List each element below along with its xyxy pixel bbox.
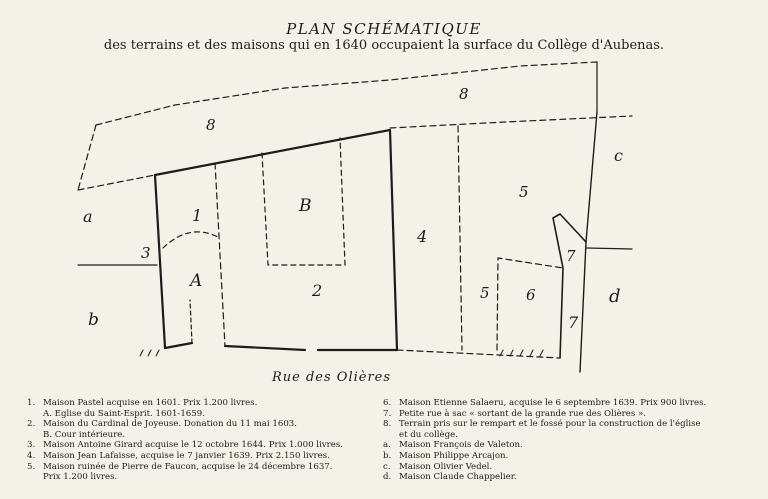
legend-item xyxy=(383,462,758,473)
legend-left xyxy=(27,398,377,483)
legend-key: 2. xyxy=(27,419,36,430)
legend-item xyxy=(383,451,758,462)
legend-subtext: B. Cour intérieure. xyxy=(43,429,126,440)
street-ticks-left xyxy=(140,350,159,356)
legend-key: 6. xyxy=(383,398,392,408)
arch-pillar xyxy=(190,300,192,343)
plan-subtitle: des terrains et des maisons qui en 1640 occupaient la surface du Collège d'Aubenas. xyxy=(103,38,665,53)
legend-key: 7. xyxy=(383,408,392,419)
label-c: c xyxy=(614,146,623,165)
legend-item xyxy=(27,419,377,430)
label-1: 1 xyxy=(192,206,203,225)
street-front-dashed xyxy=(397,350,560,358)
label-8-left: 8 xyxy=(206,116,216,134)
label-A: A xyxy=(190,271,203,291)
legend-text: Maison Philippe Arcajon. xyxy=(399,450,509,461)
plan-title: PLAN SCHÉMATIQUE xyxy=(286,20,482,38)
right-boundary xyxy=(580,112,597,372)
label-7-bottom: 7 xyxy=(568,313,579,332)
legend-key: 8. xyxy=(383,419,392,430)
label-5-bottom: 5 xyxy=(480,284,490,302)
legend-key: b. xyxy=(383,450,392,461)
label-a: a xyxy=(83,207,93,226)
label-4: 4 xyxy=(417,227,428,246)
division-1-2 xyxy=(215,163,225,346)
legend-item xyxy=(383,440,758,451)
plot-6-outline xyxy=(497,258,563,350)
legend-item xyxy=(383,472,758,483)
legend-item xyxy=(27,462,377,473)
street-label: Rue des Olières xyxy=(272,370,392,385)
legend-text: Maison Olivier Vedel. xyxy=(399,461,493,472)
label-3: 3 xyxy=(141,244,151,262)
legend-key: a. xyxy=(383,440,391,451)
legend-subtext: A. Eglise du Saint-Esprit. 1601-1659. xyxy=(43,408,205,419)
label-2: 2 xyxy=(312,281,323,300)
legend-right xyxy=(383,398,758,483)
legend-key: 3. xyxy=(27,440,36,451)
label-d: d xyxy=(609,286,621,307)
legend-item xyxy=(383,409,758,420)
label-7-top: 7 xyxy=(566,247,576,265)
legend-text: Maison Jean Lafaisse, acquise le 7 janvier 1639. Prix 2.150 livres. xyxy=(43,450,330,461)
legend-item xyxy=(27,440,377,451)
legend-text: Maison Claude Chappelier. xyxy=(399,472,517,483)
legend-key: 4. xyxy=(27,450,36,461)
boundary-c-d xyxy=(587,248,632,249)
rampart-left-edge xyxy=(78,125,96,190)
legend-item xyxy=(27,451,377,462)
legend-key: d. xyxy=(383,472,392,483)
legend-text: Maison du Cardinal de Joyeuse. Donation du 11 mai 1603. xyxy=(43,419,298,430)
legend-key: 1. xyxy=(27,398,36,408)
main-front-wall xyxy=(165,343,397,350)
legend-subtext: et du collège. xyxy=(399,429,458,440)
legend-text: Terrain pris sur le rempart et le fossé pour la construction de l'église xyxy=(399,419,701,430)
rampart-inner-line xyxy=(78,175,155,190)
label-5-top: 5 xyxy=(519,183,529,201)
label-6: 6 xyxy=(526,286,536,304)
rampart-outer-line xyxy=(96,62,597,125)
label-B: B xyxy=(299,196,312,216)
division-2-4 xyxy=(458,126,462,350)
legend-key: c. xyxy=(383,461,391,472)
legend-text: Maison Etienne Salaeru, acquise le 6 septembre 1639. Prix 900 livres. xyxy=(399,398,707,408)
legend-item xyxy=(383,419,758,430)
legend-text: Maison ruinée de Pierre de Faucon, acquise le 24 décembre 1637. xyxy=(43,461,333,472)
legend-text: Maison Antoine Girard acquise le 12 octobre 1644. Prix 1.000 livres. xyxy=(43,440,343,451)
legend-item xyxy=(383,398,758,409)
label-b: b xyxy=(88,310,99,330)
label-8-right: 8 xyxy=(459,85,469,103)
main-building-outline xyxy=(155,130,397,350)
legend-text: Petite rue à sac « sortant de la grande rue des Olières ». xyxy=(399,408,646,419)
legend-text: Maison François de Valeton. xyxy=(399,440,523,451)
church-arch xyxy=(163,232,220,248)
legend-text: Maison Pastel acquise en 1601. Prix 1.200 livres. xyxy=(43,398,258,408)
legend-subtext: Prix 1.200 livres. xyxy=(43,472,118,483)
legend-key: 5. xyxy=(27,461,36,472)
legend-item xyxy=(27,398,377,409)
